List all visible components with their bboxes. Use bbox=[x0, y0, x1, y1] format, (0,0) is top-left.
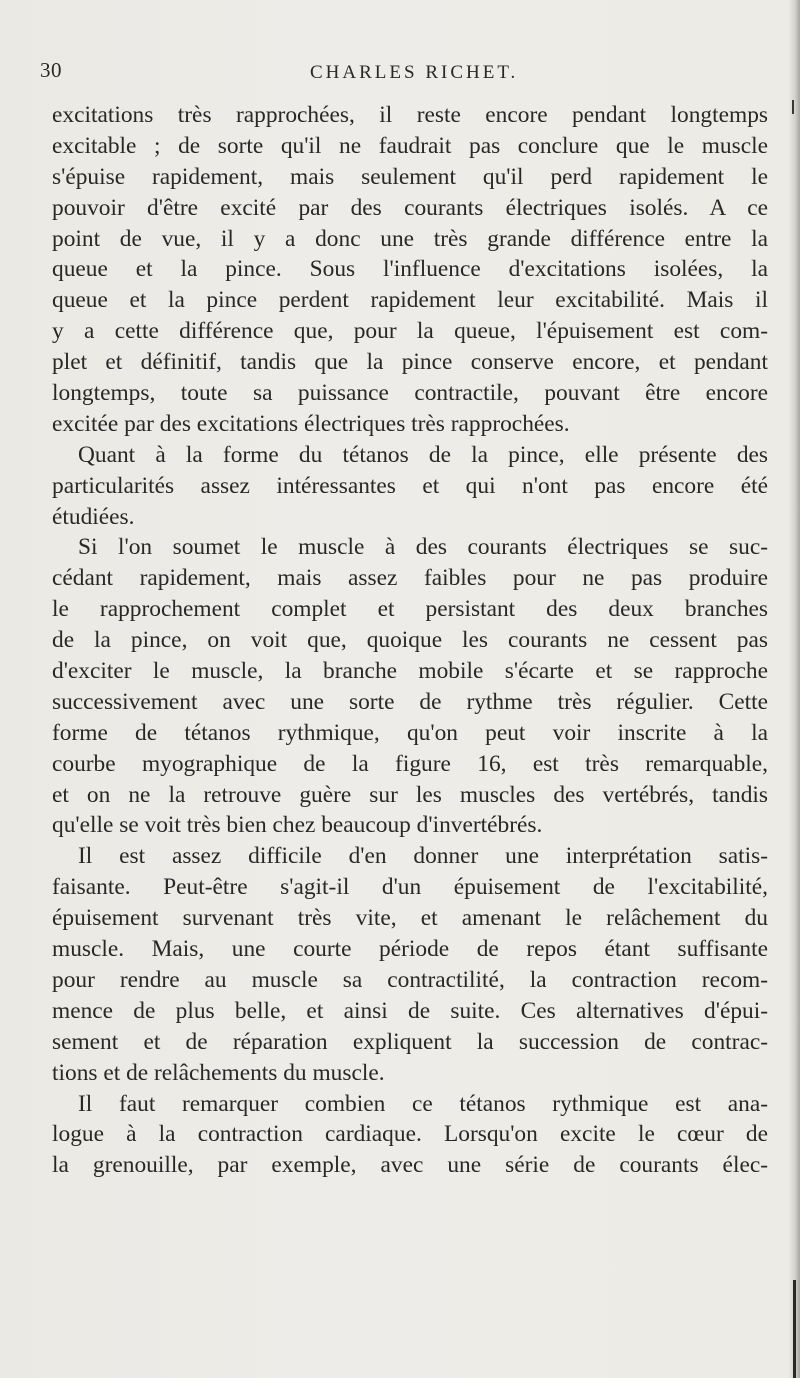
text-line: queue et la pince. Sous l'influence d'excitations isolées, la bbox=[52, 256, 768, 283]
text-line: forme de tétanos rythmique, qu'on peut voir inscrite à la bbox=[52, 719, 768, 746]
page-edge-shadow bbox=[788, 0, 800, 1378]
text-line: étudiées. bbox=[52, 503, 135, 530]
text-line: courbe myographique de la figure 16, est très remarquable, bbox=[52, 750, 768, 777]
text-line: point de vue, il y a donc une très grande différence entre la bbox=[52, 225, 768, 252]
text-line: muscle. Mais, une courte période de repos étant suffisante bbox=[52, 936, 768, 963]
text-line: pouvoir d'être excité par des courants électriques isolés. A ce bbox=[52, 194, 768, 221]
text-line: plet et définitif, tandis que la pince conserve encore, et pendant bbox=[52, 349, 768, 376]
running-head: CHARLES RICHET. bbox=[310, 62, 519, 83]
margin-mark bbox=[792, 100, 794, 114]
page-edge-mark bbox=[793, 1280, 796, 1378]
text-line: Il faut remarquer combien ce tétanos rythmique est ana- bbox=[78, 1090, 768, 1117]
text-line: queue et la pince perdent rapidement leur excitabilité. Mais il bbox=[52, 287, 768, 314]
text-line: épuisement survenant très vite, et amenant le relâchement du bbox=[52, 905, 768, 932]
text-line: longtemps, toute sa puissance contractile, pouvant être encore bbox=[52, 380, 768, 407]
page-number: 30 bbox=[40, 58, 62, 82]
text-line: excitations très rapprochées, il reste encore pendant longtemps bbox=[52, 102, 768, 128]
text-line: pour rendre au muscle sa contractilité, la contraction recom- bbox=[52, 966, 768, 993]
text-line: mence de plus belle, et ainsi de suite. Ces alternatives d'épui- bbox=[52, 997, 768, 1024]
text-line: excitable ; de sorte qu'il ne faudrait pas conclure que le muscle bbox=[52, 132, 768, 159]
text-line: sement et de réparation expliquent la succession de contrac- bbox=[52, 1028, 768, 1055]
text-line: successivement avec une sorte de rythme très régulier. Cette bbox=[52, 688, 768, 715]
text-line: qu'elle se voit très bien chez beaucoup d'invertébrés. bbox=[52, 812, 543, 839]
text-line: logue à la contraction cardiaque. Lorsqu'on excite le cœur de bbox=[52, 1121, 768, 1148]
text-line: y a cette différence que, pour la queue, l'épuisement est com- bbox=[52, 318, 768, 345]
text-line: d'exciter le muscle, la branche mobile s'écarte et se rapproche bbox=[52, 658, 768, 685]
text-line: Il est assez difficile d'en donner une interprétation satis- bbox=[78, 843, 768, 870]
text-line: Quant à la forme du tétanos de la pince, elle présente des bbox=[78, 441, 768, 468]
page-header bbox=[0, 58, 800, 88]
body-text bbox=[52, 100, 768, 1181]
text-line: particularités assez intéressantes et qui n'ont pas encore été bbox=[52, 472, 768, 499]
text-line: excitée par des excitations électriques très rapprochées. bbox=[52, 410, 570, 437]
text-line: la grenouille, par exemple, avec une série de courants élec- bbox=[52, 1152, 768, 1179]
text-line: Si l'on soumet le muscle à des courants électriques se suc- bbox=[78, 534, 768, 561]
text-line: s'épuise rapidement, mais seulement qu'il perd rapidement le bbox=[52, 163, 768, 190]
text-line: et on ne la retrouve guère sur les muscles des vertébrés, tandis bbox=[52, 781, 768, 808]
text-line: de la pince, on voit que, quoique les courants ne cessent pas bbox=[52, 627, 768, 654]
text-line: tions et de relâchements du muscle. bbox=[52, 1059, 385, 1086]
text-line: cédant rapidement, mais assez faibles pour ne pas produire bbox=[52, 565, 768, 592]
text-line: le rapprochement complet et persistant des deux branches bbox=[52, 596, 768, 623]
text-line: faisante. Peut-être s'agit-il d'un épuisement de l'excitabilité, bbox=[52, 874, 768, 901]
